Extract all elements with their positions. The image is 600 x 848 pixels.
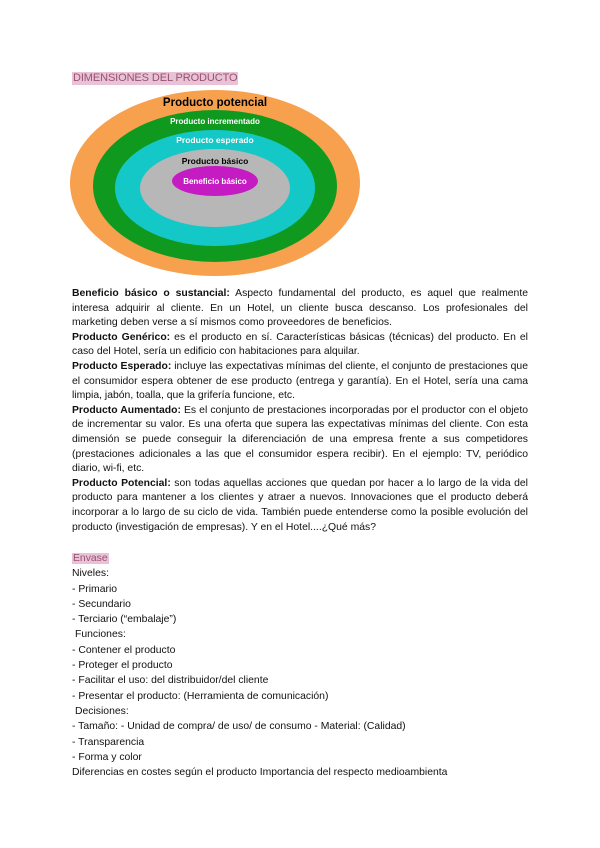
label-producto-esperado: Producto esperado <box>176 135 254 145</box>
list-item: - Primario <box>72 583 118 595</box>
list-item: - Secundario <box>72 598 131 610</box>
product-dimensions-diagram <box>70 88 370 278</box>
text-producto-generico: es el producto en sí. Características básicas (técnicas) del producto. En el caso del Hotel, sería un edificio con habitaciones para alquilar. <box>72 331 528 358</box>
label-producto-incrementado: Producto incrementado <box>170 117 260 126</box>
envase-title: Envase <box>73 553 108 564</box>
label-producto-basico: Producto básico <box>181 156 249 166</box>
list-item: - Tamaño: - Unidad de compra/ de uso/ de consumo - Material: (Calidad) <box>72 721 406 733</box>
list-item: - Forma y color <box>72 751 142 763</box>
paragraph-producto-potencial <box>72 477 528 535</box>
niveles-label: Niveles: <box>72 568 109 580</box>
text-beneficio-basico: Aspecto fundamental del producto, es aquel que realmente interesa adquirir al cliente. En un Hotel, un cliente busca descanso. Los profesionales del marketing deben verse a sí mismos como proveedores de beneficios. <box>72 288 528 329</box>
text-producto-esperado: incluye las expectativas mínimas del cliente, el conjunto de prestaciones que el consumidor espera obtener de ese producto (entrega y garantía). En el Hotel, sería una cama limpia, jabón, toalla, que la grifería funcione, etc. <box>72 360 528 402</box>
paragraph-producto-aumentado <box>72 404 528 477</box>
list-item: - Proteger el producto <box>72 660 173 672</box>
section-title: DIMENSIONES DEL PRODUCTO <box>73 72 238 84</box>
list-item: - Terciario (“embalaje”) <box>72 614 177 626</box>
envase-section <box>72 551 532 780</box>
list-item: - Transparencia <box>72 736 145 748</box>
funciones-label: Funciones: <box>75 629 126 641</box>
term-producto-aumentado: Producto Aumentado: <box>72 404 181 416</box>
term-producto-potencial: Producto Potencial: <box>72 477 171 489</box>
list-item: - Contener el producto <box>72 644 176 656</box>
paragraph-beneficio-basico <box>72 287 528 331</box>
paragraph-producto-generico <box>72 331 528 360</box>
closing-line: Diferencias en costes según el producto Importancia del respecto medioambienta <box>72 767 448 779</box>
term-producto-esperado: Producto Esperado: <box>72 360 172 372</box>
text-producto-aumentado: Es el conjunto de prestaciones incorporadas por el productor con el objeto de incrementar su valor. Es una oferta que supera las expectativas mínimas del cliente. Con esta dimensión se puede conseguir la diferenciación de una empresa frente a sus competidores (prestaciones adicionales a las que el consumidor espera recibir). En el ejemplo: TV, periódico diario, wi-fi, etc. <box>72 404 528 475</box>
list-item: - Facilitar el uso: del distribuidor/del cliente <box>72 675 269 687</box>
dimensions-description <box>72 287 528 535</box>
paragraph-producto-esperado <box>72 360 528 404</box>
label-beneficio-basico: Beneficio básico <box>183 177 247 186</box>
decisiones-label: Decisiones: <box>75 705 129 717</box>
term-producto-generico: Producto Genérico: <box>72 331 171 343</box>
text-producto-potencial: son todas aquellas acciones que quedan por hacer a lo largo de la vida del producto para mantener a los clientes y atraer a nuevos. Innovaciones que el producto deberá incorporar a lo largo de su ciclo de vida. También puede entenderse como la posible evolución del producto (investigación de empresas). Y en el Hotel....¿Qué más? <box>72 477 528 533</box>
term-beneficio-basico: Beneficio básico o sustancial: <box>72 288 230 299</box>
list-item: - Presentar el producto: (Herramienta de comunicación) <box>72 690 329 702</box>
label-producto-potencial: Producto potencial <box>162 97 268 109</box>
